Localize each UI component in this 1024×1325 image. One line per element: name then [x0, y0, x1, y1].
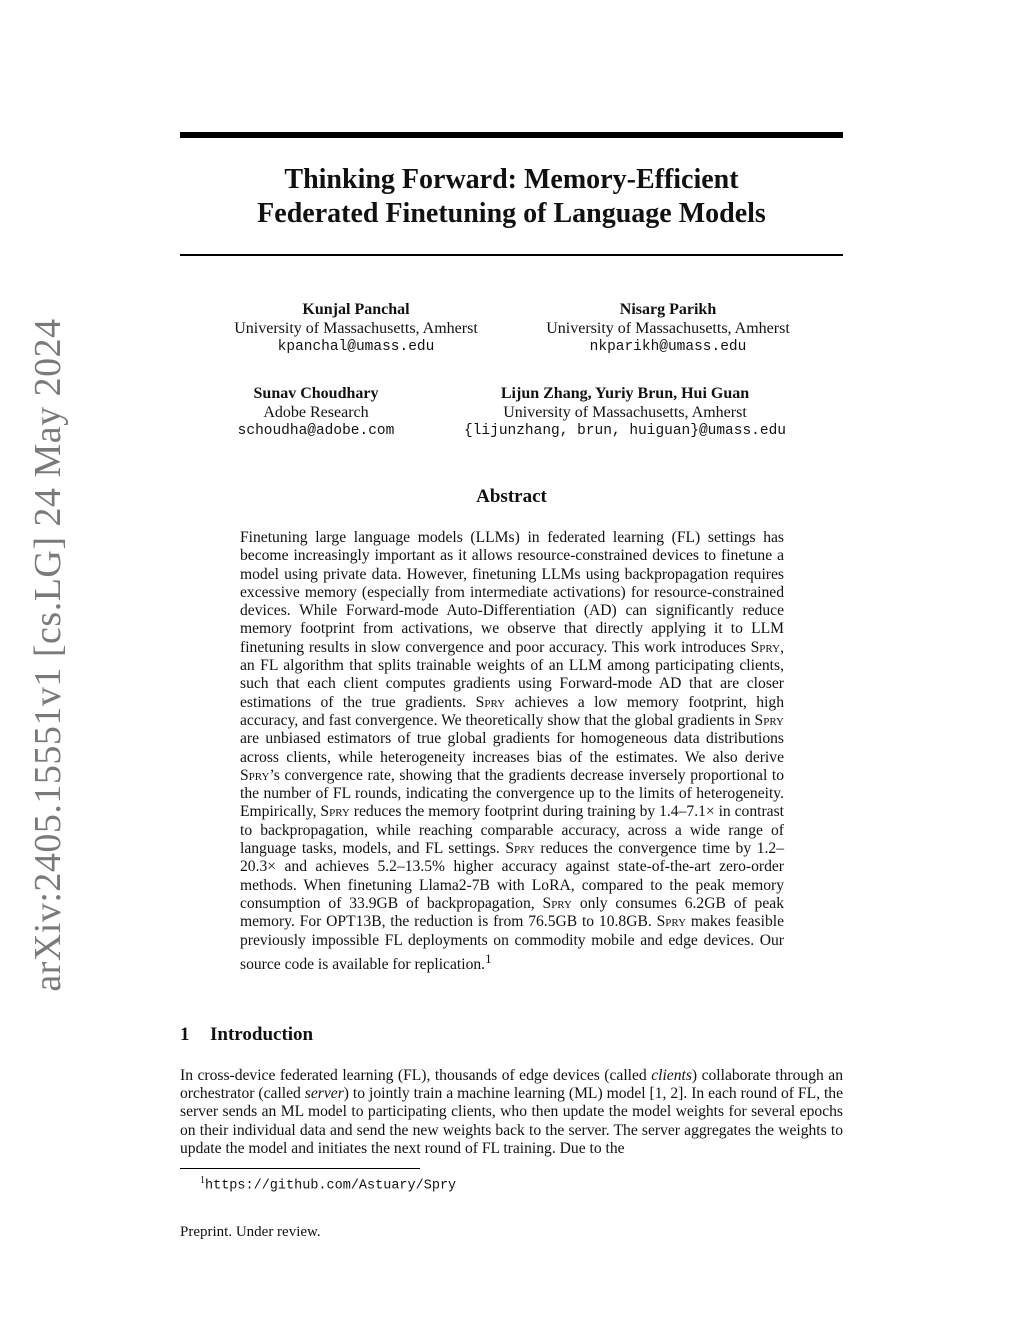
abstract-text-segment: , an FL algorithm that splits trainable weights of an LLM among participating clients, such that each client computes gradients using Forward-mode AD that are closer estimations of the true gradients.	[240, 638, 784, 711]
method-name: Spry	[320, 803, 350, 821]
abstract-text-segment: achieves a low memory footprint, high accuracy, and fast convergence. We theoretically show that the global gradients in	[240, 693, 784, 729]
footnote-rule	[180, 1168, 420, 1169]
abstract-text	[240, 529, 784, 974]
author-block	[210, 384, 422, 441]
title-line-1: Thinking Forward: Memory-Efficient	[284, 164, 739, 195]
title-bottom-rule	[180, 254, 843, 256]
title-line-2: Federated Finetuning of Language Models	[257, 198, 766, 229]
footnote-number: 1	[200, 1175, 205, 1186]
author-affiliation: University of Massachusetts, Amherst	[503, 404, 747, 421]
title-top-rule	[180, 132, 843, 138]
section-title: Introduction	[210, 1024, 314, 1045]
author-block	[218, 300, 494, 357]
section-heading-introduction	[180, 1024, 313, 1046]
abstract-text-segment: makes feasible previously impossible FL deployments on commodity mobile and edge devices. Our source code is available for replication.	[240, 913, 784, 974]
abstract-text-segment: reduces the convergence time by 1.2–20.3× and achieves 5.2–13.5% higher accuracy against state-of-the-art zero-order methods. When finetuning Llama2-7B with LoRA, compared to the peak memory consumption of 33.9GB of backpropagation,	[240, 840, 784, 912]
abstract-text-segment: only consumes 6.2GB of peak memory. For OPT13B, the reduction is from 76.5GB to 10.8GB.	[240, 894, 784, 931]
intro-text-segment: In cross-device federated learning (FL), thousands of edge devices (called	[180, 1067, 652, 1084]
author-name: Lijun Zhang, Yuriy Brun, Hui Guan	[500, 385, 750, 402]
method-name: Spry	[750, 638, 781, 656]
method-name: Spry	[475, 693, 506, 711]
method-name: Spry	[542, 894, 572, 912]
author-name: Sunav Choudhary	[253, 385, 379, 402]
intro-text-segment: ) collaborate through an orchestrator (called	[180, 1067, 844, 1103]
footnote	[200, 1175, 456, 1194]
author-email[interactable]: nkparikh@umass.edu	[589, 339, 747, 355]
author-email[interactable]: schoudha@adobe.com	[237, 423, 395, 439]
author-block	[445, 384, 805, 441]
method-name: Spry	[656, 913, 687, 931]
method-name: Spry	[240, 766, 270, 784]
author-name: Nisarg Parikh	[619, 301, 717, 318]
abstract-heading: Abstract	[476, 486, 547, 507]
preprint-note: Preprint. Under review.	[180, 1224, 321, 1240]
method-name: Spry	[754, 711, 784, 729]
abstract-text-segment: are unbiased estimators of true global gradients for homogeneous data distributions across clients, while heterogeneity increases bias of the estimates. We also derive	[240, 730, 784, 766]
abstract-text-segment: reduces the memory footprint during training by 1.4–7.1× in contrast to backpropagation, while reaching comparable accuracy, across a wide range of language tasks, models, and FL settings.	[240, 803, 784, 858]
term-server: server	[304, 1085, 344, 1103]
introduction-paragraph	[180, 1067, 843, 1158]
arxiv-identifier: arXiv:2405.15551v1 [cs.LG] 24 May 2024	[27, 318, 69, 992]
footnote-link[interactable]: https://github.com/Astuary/Spry	[205, 1178, 457, 1194]
term-clients: clients	[651, 1067, 692, 1084]
author-affiliation: University of Massachusetts, Amherst	[546, 320, 790, 337]
method-name: Spry	[505, 840, 535, 858]
abstract-text-segment: ’s convergence rate, showing that the gradients decrease inversely proportional to the number of FL rounds, indicating the convergence up to the limits of heterogeneity. Empirically,	[240, 766, 784, 821]
author-email[interactable]: {lijunzhang, brun, huiguan}@umass.edu	[464, 423, 786, 439]
paper-title	[180, 163, 843, 231]
footnote-marker[interactable]: 1	[485, 950, 492, 966]
author-email[interactable]: kpanchal@umass.edu	[277, 339, 435, 355]
author-block	[530, 300, 806, 357]
author-affiliation: University of Massachusetts, Amherst	[234, 320, 478, 337]
author-name: Kunjal Panchal	[302, 301, 410, 318]
section-number: 1	[180, 1024, 190, 1045]
abstract-text-segment: Finetuning large language models (LLMs) in federated learning (FL) settings has become increasingly important as it allows resource-constrained devices to finetune a model using private data. However, finetuning LLMs using backpropagation requires excessive memory (especially from intermediate activations) for resource-constrained devices. While Forward-mode Auto-Differentiation (AD) can significantly reduce memory footprint from activations, we observe that directly applying it to LLM finetuning results in slow convergence and poor accuracy. This work introduces	[240, 529, 784, 656]
author-affiliation: Adobe Research	[263, 404, 369, 421]
intro-text-segment: ) to jointly train a machine learning (ML) model [1, 2]. In each round of FL, the server sends an ML model to participating clients, who then update the model weights for several epochs on their individual data and send the new weights back to the server. The server aggregates the weights to update the model and initiates the next round of FL training. Due to the	[180, 1085, 844, 1157]
